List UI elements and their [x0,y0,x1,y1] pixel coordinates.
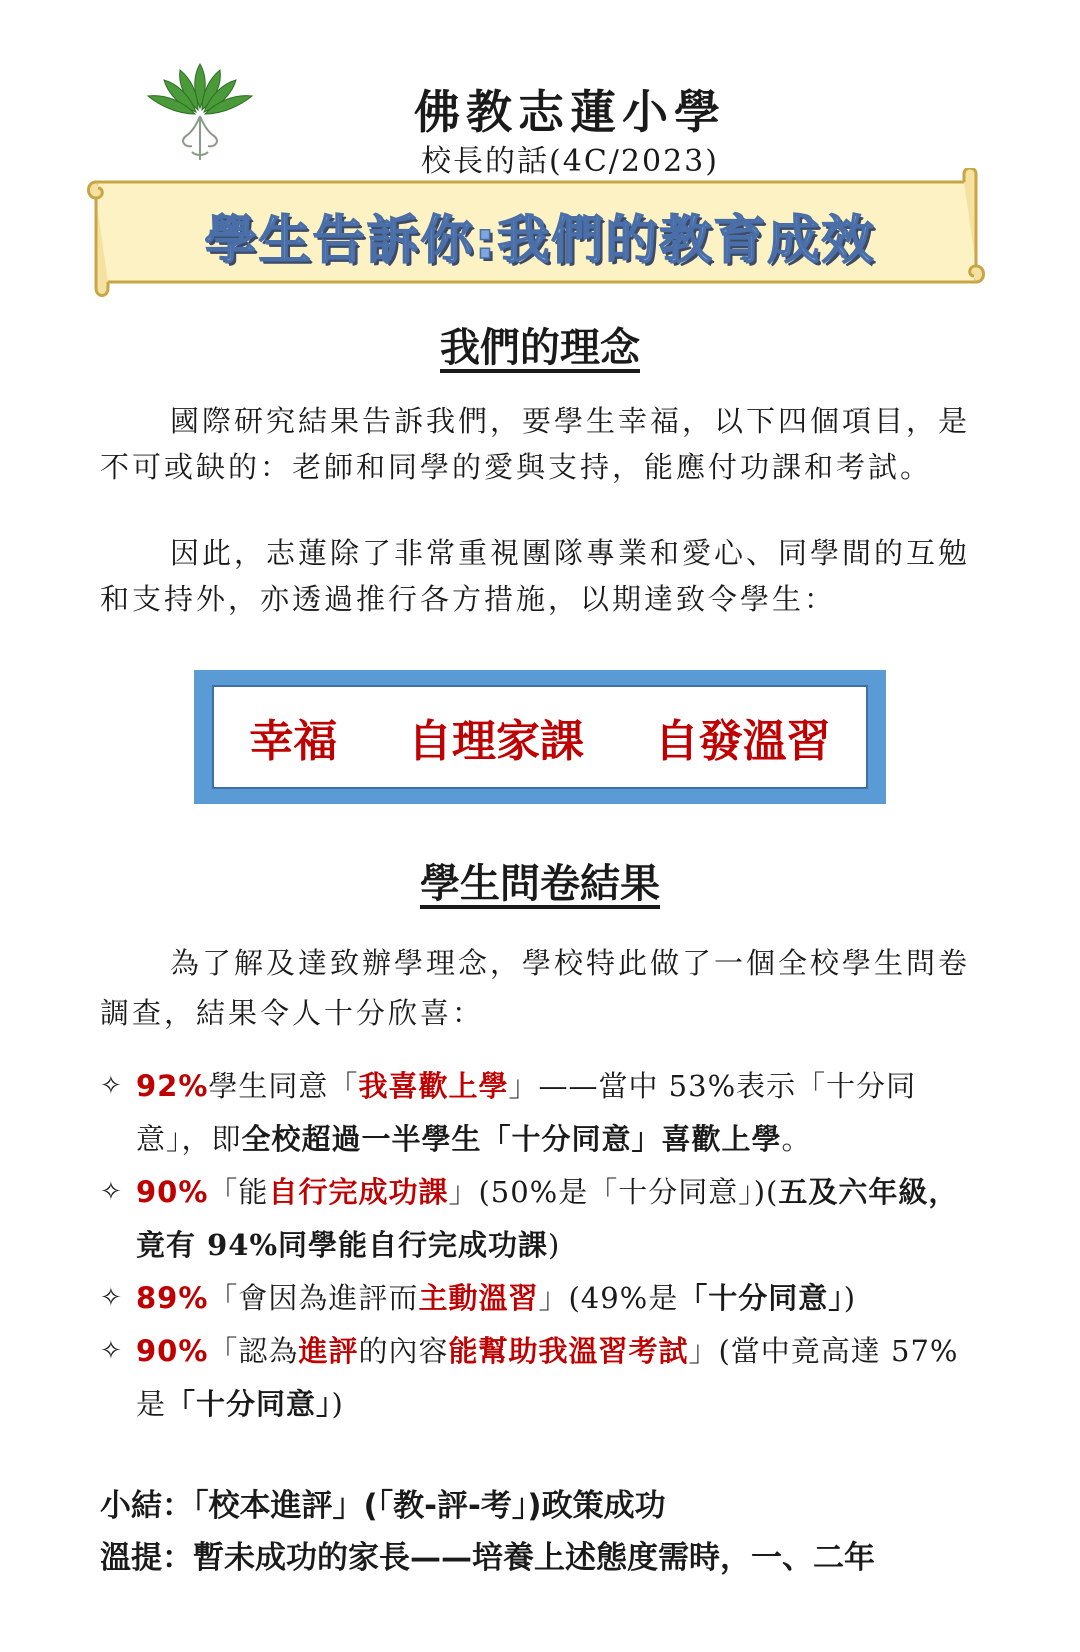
result-item: ✧ 89%「會因為進評而主動溫習」(49%是「十分同意」) [100,1272,980,1325]
goal-happiness: 幸福 [249,716,338,767]
star-bullet-icon: ✧ [100,1283,123,1313]
star-bullet-icon: ✧ [100,1071,123,1101]
result-item: ✧ 90%「認為進評的內容能幫助我溫習考試」(當中竟高達 57%是「十分同意」) [100,1325,980,1431]
star-bullet-icon: ✧ [100,1177,123,1207]
star-bullet-icon: ✧ [100,1336,123,1366]
goal-homework: 自理家課 [407,716,584,767]
reminder-line: 溫提：暫未成功的家長——培養上述態度需時，一、二年 [100,1540,875,1576]
survey-intro: 為了解及達致辦學理念，學校特此做了一個全校學生問卷調查，結果令人十分欣喜： [100,946,971,1030]
banner-title: 學生告訴你:我們的教育成效 [204,211,876,271]
philosophy-heading: 我們的理念 [440,325,640,371]
school-name: 佛教志蓮小學 [414,85,726,139]
result-item: ✧ 90%「能自行完成功課」(50%是「十分同意」)(五及六年級，竟有 94%同學能自行完成功課) [100,1166,980,1272]
survey-results-list [100,1060,980,1431]
survey-heading: 學生問卷結果 [420,861,660,907]
summary-line: 小結：「校本進評」(「教-評-考」)政策成功 [100,1488,666,1524]
result-item: ✧ 92%學生同意「我喜歡上學」——當中 53%表示「十分同意」，即全校超過一半學生「十分同意」喜歡上學。 [100,1060,980,1166]
philosophy-paragraph-1: 國際研究結果告訴我們，要學生幸福，以下四個項目，是不可或缺的：老師和同學的愛與支持，能應付功課和考試。 [100,404,971,484]
document-subtitle: 校長的話(4C/2023) [421,144,719,179]
goals-box [194,670,886,804]
philosophy-paragraph-2: 因此，志蓮除了非常重視團隊專業和愛心、同學間的互勉和支持外，亦透過推行各方措施，以期達致令學生： [100,536,971,616]
goal-revision: 自發溫習 [654,716,831,767]
